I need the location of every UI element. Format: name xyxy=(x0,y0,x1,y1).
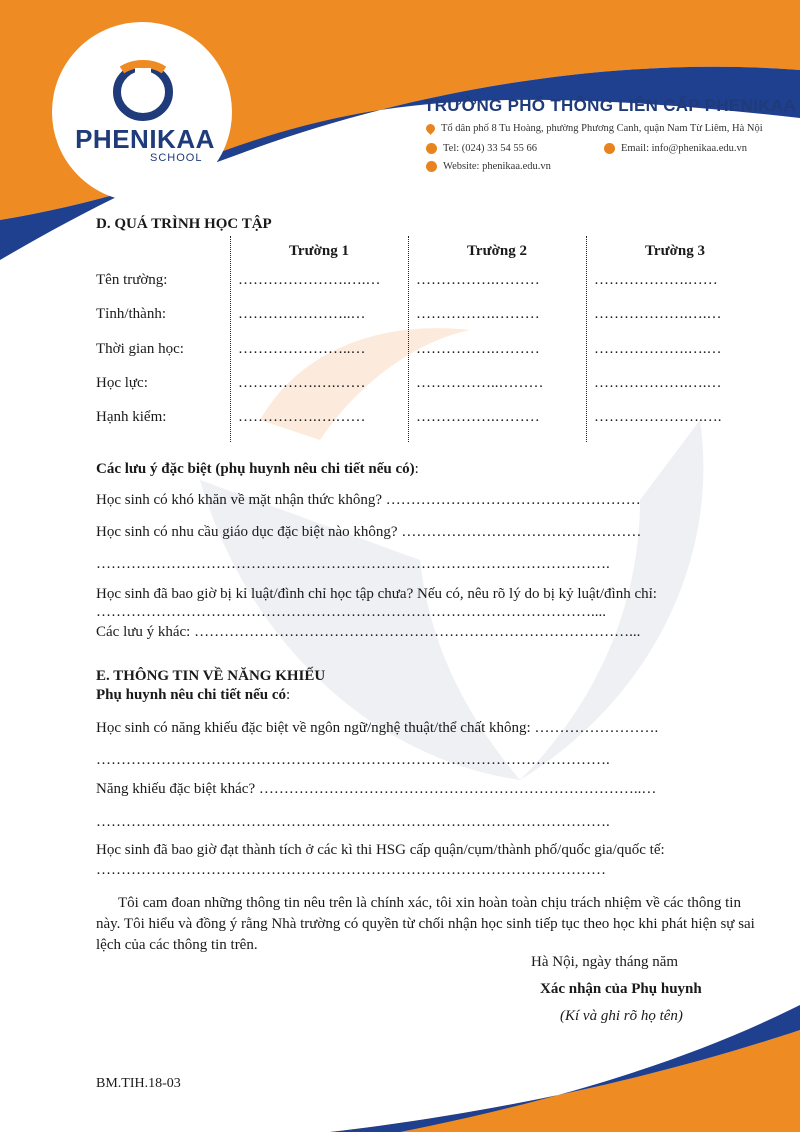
column-header-school-3: Trường 3 xyxy=(645,243,705,259)
school-1-name-field[interactable]: ………………….….… xyxy=(238,272,381,288)
cognitive-difficulty-question[interactable]: Học sinh có khó khăn về mặt nhận thức không? …………………………………………… xyxy=(96,492,641,508)
other-talent-field[interactable]: Năng khiếu đặc biệt khác? …………………………………………………………………..… xyxy=(96,781,657,797)
row-label-province: Tỉnh/thành: xyxy=(96,306,166,322)
section-e-subheading-colon: : xyxy=(286,687,291,703)
school-3-name-field[interactable]: ……………….…… xyxy=(594,272,718,288)
website-text: Website: phenikaa.edu.vn xyxy=(443,161,551,172)
section-e-subheading xyxy=(96,687,290,704)
special-education-answer-line[interactable]: …………………………………………………………………………………………. xyxy=(96,556,610,572)
special-notes-heading-colon: : xyxy=(414,461,419,477)
special-notes-heading xyxy=(96,461,419,478)
special-notes-heading-text: Các lưu ý đặc biệt (phụ huynh nêu chi tiết nếu có) xyxy=(96,461,415,477)
column-divider xyxy=(230,236,231,442)
school-3-conduct-field[interactable]: ………………….…. xyxy=(594,409,722,425)
form-code: BM.TIH.18-03 xyxy=(96,1076,181,1091)
school-name: TRƯỜNG PHỔ THÔNG LIÊN CẤP PHENIKAA xyxy=(424,96,796,115)
school-2-time-field[interactable]: …………….……… xyxy=(416,341,540,357)
row-label-academic: Học lực: xyxy=(96,375,148,391)
school-1-time-field[interactable]: …………………..… xyxy=(238,341,366,357)
school-1-province-field[interactable]: …………………..… xyxy=(238,306,366,322)
date-line: Hà Nội, ngày tháng năm xyxy=(531,954,679,970)
logo-subtext: SCHOOL xyxy=(150,152,203,164)
section-e-title: E. THÔNG TIN VỀ NĂNG KHIẾU xyxy=(96,668,326,684)
school-3-academic-field[interactable]: ……………….….… xyxy=(594,375,722,391)
row-label-conduct: Hạnh kiểm: xyxy=(96,409,167,425)
talent-question[interactable]: Học sinh có năng khiếu đặc biệt về ngôn ngữ/nghệ thuật/thể chất không: ……………………. xyxy=(96,720,659,736)
section-e-subheading-text: Phụ huynh nêu chi tiết nếu có xyxy=(96,687,287,703)
row-label-school-name: Tên trường: xyxy=(96,272,168,288)
school-3-time-field[interactable]: ……………….….… xyxy=(594,341,722,357)
school-2-province-field[interactable]: …………….……… xyxy=(416,306,540,322)
signature-note: (Kí và ghi rõ họ tên) xyxy=(560,1008,683,1024)
school-2-name-field[interactable]: …………….……… xyxy=(416,272,540,288)
school-2-academic-field[interactable]: ……………..……… xyxy=(416,375,544,391)
school-2-conduct-field[interactable]: …………….……… xyxy=(416,409,540,425)
special-education-question[interactable]: Học sinh có nhu cầu giáo dục đặc biệt nào không? ………………………………………… xyxy=(96,524,642,540)
column-header-school-2: Trường 2 xyxy=(467,243,527,259)
address-text: Tổ dân phố 8 Tu Hoàng, phường Phương Canh, quận Nam Từ Liêm, Hà Nội xyxy=(441,123,763,134)
column-header-school-1: Trường 1 xyxy=(289,243,349,259)
school-3-province-field[interactable]: ……………….….… xyxy=(594,306,722,322)
row-label-study-time: Thời gian học: xyxy=(96,341,184,357)
discipline-answer-line[interactable]: ……………………………………………………………………………………….... xyxy=(96,604,606,620)
commitment-paragraph: Tôi cam đoan những thông tin nêu trên là chính xác, tôi xin hoàn toàn chịu trách nhiệm về các thông tin này. Tôi hiểu và đồng ý rằng Nhà trường có quyền từ chối nhận học sinh tiếp tục theo học khi phát hiện sự sai lệch của các thông tin trên. xyxy=(96,895,755,953)
discipline-question: Học sinh đã bao giờ bị kỉ luật/đình chỉ học tập chưa? Nếu có, nêu rõ lý do bị kỷ luật/đình chỉ: xyxy=(96,586,657,602)
achievement-answer-line[interactable]: ………………………………………………………………………………………… xyxy=(96,862,606,878)
talent-answer-line[interactable]: …………………………………………………………………………………………. xyxy=(96,752,610,768)
column-divider xyxy=(408,236,409,442)
achievement-question: Học sinh đã bao giờ đạt thành tích ở các kì thi HSG cấp quận/cụm/thành phố/quốc gia/quốc tế: xyxy=(96,842,665,858)
signature-title: Xác nhận của Phụ huynh xyxy=(540,981,702,997)
other-talent-answer-line[interactable]: …………………………………………………………………………………………. xyxy=(96,814,610,830)
column-divider xyxy=(586,236,587,442)
logo-text: PHENIKAA xyxy=(75,124,215,154)
other-notes-field[interactable]: Các lưu ý khác: ……………………………………………………………………………... xyxy=(96,624,641,640)
school-1-academic-field[interactable]: …………….….…… xyxy=(238,375,366,391)
tel-text: Tel: (024) 33 54 55 66 xyxy=(443,143,538,154)
school-1-conduct-field[interactable]: …………….….…… xyxy=(238,409,366,425)
section-d-title: D. QUÁ TRÌNH HỌC TẬP xyxy=(96,216,272,232)
email-text: Email: info@phenikaa.edu.vn xyxy=(621,143,748,154)
